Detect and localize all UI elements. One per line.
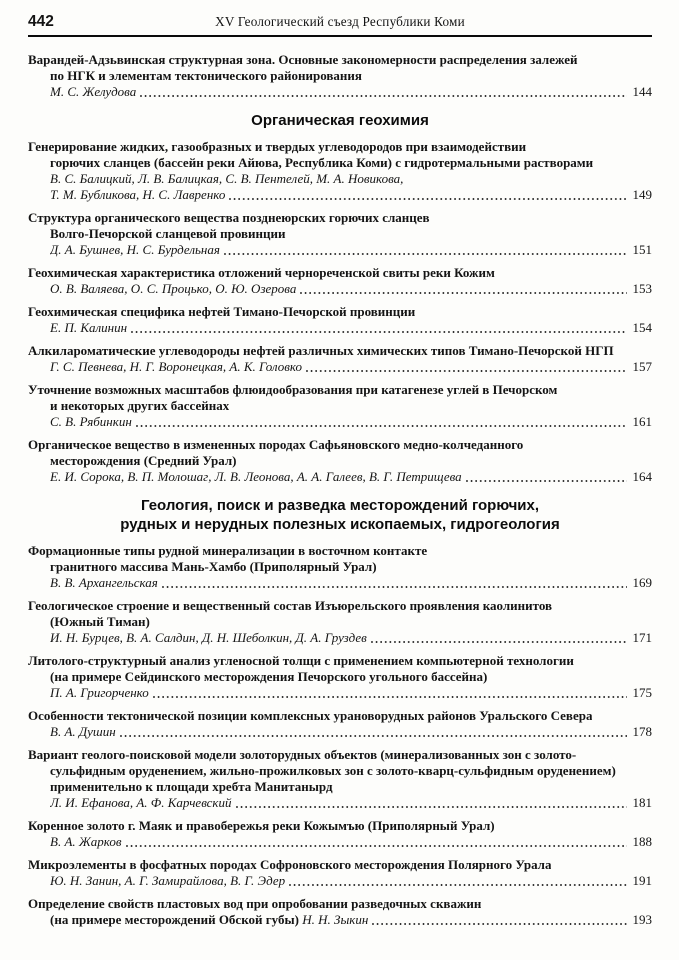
toc-line — [28, 795, 652, 811]
toc-line-text — [50, 187, 225, 203]
entry-title-text: Коренное золото г. Маяк и правобережья реки Кожымъю (Приполярный Урал) — [28, 818, 495, 833]
toc-line-text — [50, 84, 136, 100]
page-ref: 181 — [632, 795, 652, 810]
toc-line — [28, 669, 652, 685]
toc-line-text — [28, 304, 415, 320]
section-heading — [28, 496, 652, 534]
toc-entry — [28, 857, 652, 889]
author-names: Ю. Н. Занин, А. Г. Замирайлова, В. Г. Эдер — [50, 873, 286, 888]
toc-line-text — [50, 414, 132, 430]
entry-title-text: Уточнение возможных масштабов флюидообразования при катагенезе углей в Печорском — [28, 382, 558, 397]
toc-line — [28, 575, 652, 591]
page-ref: 171 — [632, 630, 652, 645]
author-names: В. А. Душин — [50, 724, 116, 739]
toc-line — [28, 171, 652, 187]
toc-entry — [28, 437, 652, 485]
author-names: С. В. Рябинкин — [50, 414, 132, 429]
page-ref: 161 — [632, 414, 652, 429]
entry-title-text: Алкилароматические углеводороды нефтей различных химических типов Тимано-Печорской НГП — [28, 343, 614, 358]
entry-title-text: Особенности тектонической позиции комплексных урановорудных районов Уральского Севера — [28, 708, 593, 723]
dot-leader — [131, 331, 627, 333]
toc-line-text — [50, 575, 158, 591]
page-header — [28, 13, 652, 31]
page-ref: 193 — [632, 912, 652, 927]
entry-title-text: и некоторых других бассейнах — [50, 398, 230, 413]
page-ref: 191 — [632, 873, 652, 888]
toc-line — [28, 52, 652, 68]
toc-line — [28, 320, 652, 336]
toc-line-text — [50, 630, 367, 646]
author-names: Л. И. Ефанова, А. Ф. Карчевский — [50, 795, 232, 810]
toc-line — [28, 265, 652, 281]
author-names: И. Н. Бурцев, В. А. Салдин, Д. Н. Шеболкин, Д. А. Груздев — [50, 630, 367, 645]
toc-line — [28, 453, 652, 469]
toc — [28, 52, 652, 928]
toc-entry — [28, 343, 652, 375]
page-ref: 149 — [632, 187, 652, 202]
toc-line — [28, 653, 652, 669]
entry-title-text: (на примере Сейдинского месторождения Печорского угольного бассейна) — [50, 669, 488, 684]
entry-title-text: по НГК и элементам тектонического районирования — [50, 68, 362, 83]
toc-line-text — [28, 747, 576, 763]
section-heading — [28, 111, 652, 130]
toc-line-text — [28, 818, 495, 834]
author-names: Е. П. Калинин — [50, 320, 128, 335]
toc-line — [28, 630, 652, 646]
author-names: Г. С. Певнева, Н. Г. Воронецкая, А. К. Головко — [50, 359, 302, 374]
toc-line — [28, 382, 652, 398]
dot-leader — [162, 586, 627, 588]
toc-line-text — [50, 724, 116, 740]
section-heading-line: Органическая геохимия — [251, 112, 429, 129]
dot-leader — [120, 735, 627, 737]
entry-title-text: Геохимическая характеристика отложений чернореченской свиты реки Кожим — [28, 265, 495, 280]
entry-title-text: Волго-Печорской сланцевой провинции — [50, 226, 286, 241]
entry-title-text: Генерирование жидких, газообразных и твердых углеводородов при взаимодействии — [28, 139, 527, 154]
toc-entry — [28, 896, 652, 928]
toc-line — [28, 226, 652, 242]
page-ref: 188 — [632, 834, 652, 849]
entry-title-text: Варандей-Адзьвинская структурная зона. Основные закономерности распределения залежей — [28, 52, 578, 67]
entry-title-text: Геохимическая специфика нефтей Тимано-Печорской провинции — [28, 304, 416, 319]
toc-line-text — [50, 68, 362, 84]
dot-leader — [306, 370, 627, 372]
author-names: В. В. Архангельская — [50, 575, 158, 590]
dot-leader — [372, 923, 627, 925]
toc-line-text — [50, 171, 403, 187]
toc-line-text — [50, 469, 462, 485]
toc-line-text — [50, 398, 229, 414]
page-ref: 144 — [632, 84, 652, 99]
toc-line-text — [50, 834, 122, 850]
running-title: XV Геологический съезд Республики Коми — [215, 14, 465, 29]
toc-entry — [28, 708, 652, 740]
entry-title-text: сульфидным оруденением, жильно-прожилковых зон с золото-кварц-сульфидным оруденением) — [50, 763, 616, 778]
entry-title-text: Геологическое строение и вещественный состав Изъюрельского проявления каолинитов — [28, 598, 553, 613]
toc-line — [28, 359, 652, 375]
toc-entry — [28, 653, 652, 701]
entry-title-text: Литолого-структурный анализ угленосной толщи с применением компьютерной технологии — [28, 653, 574, 668]
section-heading-line: Геология, поиск и разведка месторождений горючих, — [140, 497, 540, 514]
dot-leader — [140, 95, 627, 97]
page-ref: 175 — [632, 685, 652, 700]
page-ref: 178 — [632, 724, 652, 739]
entry-title-text: (на примере месторождений Обской губы) — [50, 912, 303, 927]
toc-line-text — [50, 320, 127, 336]
toc-line — [28, 398, 652, 414]
toc-entry — [28, 543, 652, 591]
toc-line-text — [50, 669, 487, 685]
toc-entry — [28, 598, 652, 646]
toc-line — [28, 857, 652, 873]
toc-line — [28, 818, 652, 834]
toc-line — [28, 912, 652, 928]
toc-line-text — [50, 685, 149, 701]
toc-line-text — [50, 281, 296, 297]
toc-line-text — [28, 343, 614, 359]
toc-line — [28, 210, 652, 226]
toc-line — [28, 242, 652, 258]
toc-line-text — [50, 226, 286, 242]
author-names: Т. М. Бубликова, Н. С. Лавренко — [50, 187, 226, 202]
toc-line — [28, 139, 652, 155]
toc-line-text — [28, 896, 481, 912]
section-heading-line: рудных и нерудных полезных ископаемых, гидрогеология — [120, 516, 560, 533]
toc-line-text — [28, 210, 430, 226]
toc-line — [28, 343, 652, 359]
toc-line-text — [28, 437, 523, 453]
toc-line — [28, 414, 652, 430]
entry-title-text: горючих сланцев (бассейн реки Айюва, Республика Коми) с гидротермальными растворами — [50, 155, 594, 170]
dot-leader — [289, 884, 627, 886]
toc-line — [28, 896, 652, 912]
toc-line — [28, 559, 652, 575]
entry-title-text: Формационные типы рудной минерализации в восточном контакте — [28, 543, 428, 558]
toc-line-text — [28, 543, 427, 559]
entry-title-text: Микроэлементы в фосфатных породах Софроновского месторождения Полярного Урала — [28, 857, 552, 872]
dot-leader — [466, 480, 627, 482]
toc-line — [28, 834, 652, 850]
toc-line — [28, 437, 652, 453]
toc-entry — [28, 52, 652, 100]
toc-line — [28, 685, 652, 701]
author-names: М. С. Желудова — [50, 84, 137, 99]
toc-line-text — [28, 265, 495, 281]
toc-line-text — [50, 155, 593, 171]
header-rule — [28, 35, 652, 37]
page-ref: 154 — [632, 320, 652, 335]
entry-title-text: применительно к площади хребта Манитанырд — [50, 779, 333, 794]
page-number: 442 — [28, 13, 54, 30]
author-names: Е. И. Сорока, В. П. Молошаг, Л. В. Леонова, А. А. Галеев, В. Г. Петрищева — [50, 469, 462, 484]
toc-line — [28, 763, 652, 779]
toc-entry — [28, 139, 652, 203]
entry-title-text: (Южный Тиман) — [50, 614, 150, 629]
toc-line-text — [50, 763, 616, 779]
toc-line-text — [28, 708, 592, 724]
toc-entry — [28, 747, 652, 811]
toc-line — [28, 747, 652, 763]
entry-title-text: Структура органического вещества позднеюрских горючих сланцев — [28, 210, 430, 225]
dot-leader — [371, 641, 627, 643]
toc-line-text — [28, 52, 578, 68]
page-ref: 157 — [632, 359, 652, 374]
author-names: Д. А. Бушнев, Н. С. Бурдельная — [50, 242, 220, 257]
author-names: В. А. Жарков — [50, 834, 122, 849]
toc-line — [28, 304, 652, 320]
toc-line — [28, 469, 652, 485]
author-names: В. С. Балицкий, Л. В. Балицкая, С. В. Пентелей, М. А. Новикова, — [50, 171, 404, 186]
entry-title-text: Органическое вещество в измененных породах Сафьяновского медно-колчеданного — [28, 437, 524, 452]
entry-title-text: Определение свойств пластовых вод при опробовании разведочных скважин — [28, 896, 482, 911]
dot-leader — [229, 198, 627, 200]
page-ref: 164 — [632, 469, 652, 484]
author-names: Н. Н. Зыкин — [302, 912, 369, 927]
entry-title-text: гранитного массива Мань-Хамбо (Приполярный Урал) — [50, 559, 377, 574]
toc-line — [28, 84, 652, 100]
toc-line-text — [28, 653, 574, 669]
dot-leader — [224, 253, 627, 255]
toc-line-text — [28, 139, 526, 155]
toc-line-text — [50, 912, 368, 928]
entry-title-text: месторождения (Средний Урал) — [50, 453, 237, 468]
toc-line-text — [50, 242, 220, 258]
author-names: О. В. Валяева, О. С. Процько, О. Ю. Озерова — [50, 281, 297, 296]
toc-line-text — [50, 559, 377, 575]
toc-line-text — [28, 857, 551, 873]
toc-line — [28, 155, 652, 171]
toc-line — [28, 281, 652, 297]
toc-line-text — [28, 382, 557, 398]
dot-leader — [153, 696, 627, 698]
dot-leader — [236, 806, 627, 808]
toc-line-text — [50, 779, 333, 795]
dot-leader — [136, 425, 627, 427]
entry-title-text: Вариант геолого-поисковой модели золоторудных объектов (минерализованных зон с золото- — [28, 747, 577, 762]
toc-line-text — [28, 598, 552, 614]
toc-line — [28, 873, 652, 889]
toc-entry — [28, 265, 652, 297]
page-ref: 153 — [632, 281, 652, 296]
toc-line-text — [50, 795, 232, 811]
toc-line-text — [50, 453, 237, 469]
toc-entry — [28, 210, 652, 258]
toc-line-text — [50, 614, 150, 630]
dot-leader — [300, 292, 627, 294]
toc-entry — [28, 382, 652, 430]
toc-line — [28, 708, 652, 724]
toc-line-text — [50, 359, 302, 375]
author-names: П. А. Григорченко — [50, 685, 149, 700]
toc-entry — [28, 304, 652, 336]
toc-line-text — [50, 873, 285, 889]
toc-line — [28, 779, 652, 795]
toc-line — [28, 187, 652, 203]
dot-leader — [126, 845, 627, 847]
page-ref: 169 — [632, 575, 652, 590]
toc-line — [28, 68, 652, 84]
toc-line — [28, 614, 652, 630]
toc-line — [28, 598, 652, 614]
toc-line — [28, 724, 652, 740]
page-ref: 151 — [632, 242, 652, 257]
toc-entry — [28, 818, 652, 850]
toc-line — [28, 543, 652, 559]
